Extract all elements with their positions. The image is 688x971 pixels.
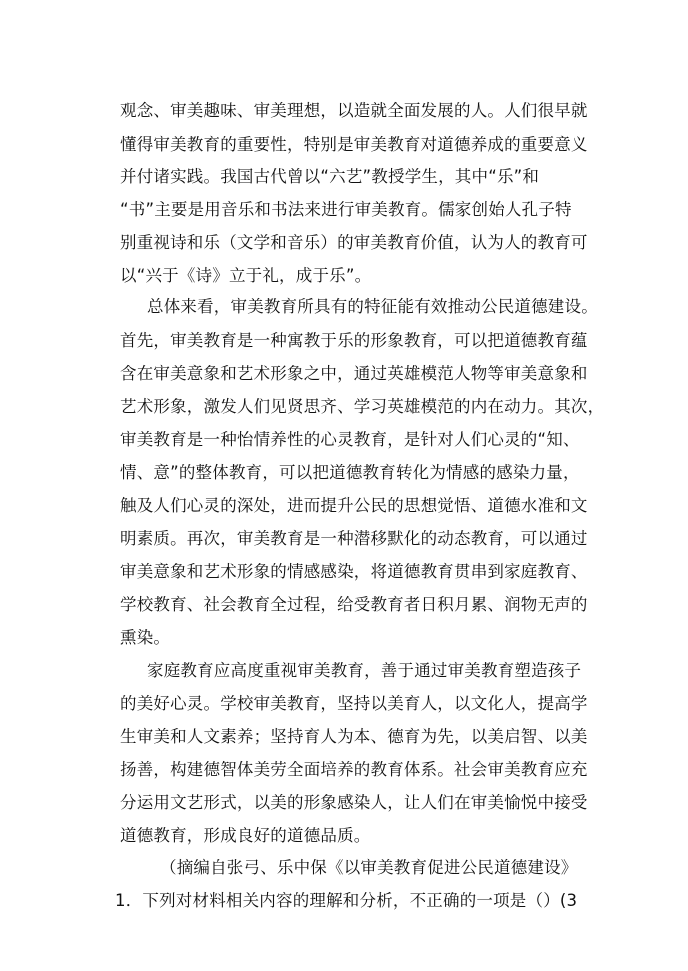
paragraph-2-line: 含在审美意象和艺术形象之中，通过英雄模范人物等审美意象和 (120, 364, 588, 383)
paragraph-2-line: 明素质。再次，审美教育是一种潜移默化的动态教育，可以通过 (120, 529, 588, 548)
paragraph-1-line: 以“兴于《诗》立于礼，成于乐”。 (120, 266, 372, 285)
paragraph-1-line: 懂得审美教育的重要性，特别是审美教育对道德养成的重要意义 (120, 135, 588, 154)
paragraph-2-line: 情、意”的整体教育，可以把道德教育转化为情感的感染力量， (120, 463, 580, 482)
question-1: 1．下列对材料相关内容的理解和分析，不正确的一项是（）(3 (115, 891, 578, 910)
paragraph-3-line: 家庭教育应高度重视审美教育，善于通过审美教育塑造孩子 (147, 661, 582, 680)
paragraph-1-line: 别重视诗和乐（文学和音乐）的审美教育价值，认为人的教育可 (120, 233, 588, 252)
paragraph-3-line: 分运用文艺形式，以美的形象感染人，让人们在审美愉悦中接受 (120, 793, 588, 812)
paragraph-1-line: 并付诸实践。我国古代曾以“六艺”教授学生，其中“乐”和 (120, 167, 540, 186)
paragraph-2-line: 总体来看，审美教育所具有的特征能有效推动公民道德建设。 (147, 297, 598, 316)
paragraph-2-line: 熏染。 (120, 628, 171, 647)
paragraph-2-line: 审美意象和艺术形象的情感感染，将道德教育贯串到家庭教育、 (120, 562, 588, 581)
paragraph-3-line: 生审美和人文素养；坚持育人为本、德育为先，以美启智、以美 (120, 727, 588, 746)
paragraph-2-line: 审美教育是一种怡情养性的心灵教育，是针对人们心灵的“知、 (120, 430, 580, 449)
paragraph-2-line: 首先，审美教育是一种寓教于乐的形象教育，可以把道德教育蕴 (120, 331, 588, 350)
paragraph-1-line: 观念、审美趣味、审美理想，以造就全面发展的人。人们很早就 (120, 101, 588, 120)
paragraph-3-line: 道德教育，形成良好的道德品质。 (120, 826, 371, 845)
paragraph-2-line: 艺术形象，激发人们见贤思齐、学习英雄模范的内在动力。其次， (120, 397, 605, 416)
paragraph-3-line: 扬善，构建德智体美劳全面培养的教育体系。社会审美教育应充 (120, 760, 588, 779)
paragraph-2-line: 触及人们心灵的深处，进而提升公民的思想觉悟、道德水准和文 (120, 496, 588, 515)
paragraph-1-line: “书”主要是用音乐和书法来进行审美教育。儒家创始人孔子特 (120, 200, 572, 219)
paragraph-2-line: 学校教育、社会教育全过程，给受教育者日积月累、润物无声的 (120, 595, 588, 614)
citation: （摘编自张弓、乐中保《以审美教育促进公民道德建设》 (160, 858, 578, 877)
paragraph-3-line: 的美好心灵。学校审美教育，坚持以美育人，以文化人，提高学 (120, 694, 588, 713)
